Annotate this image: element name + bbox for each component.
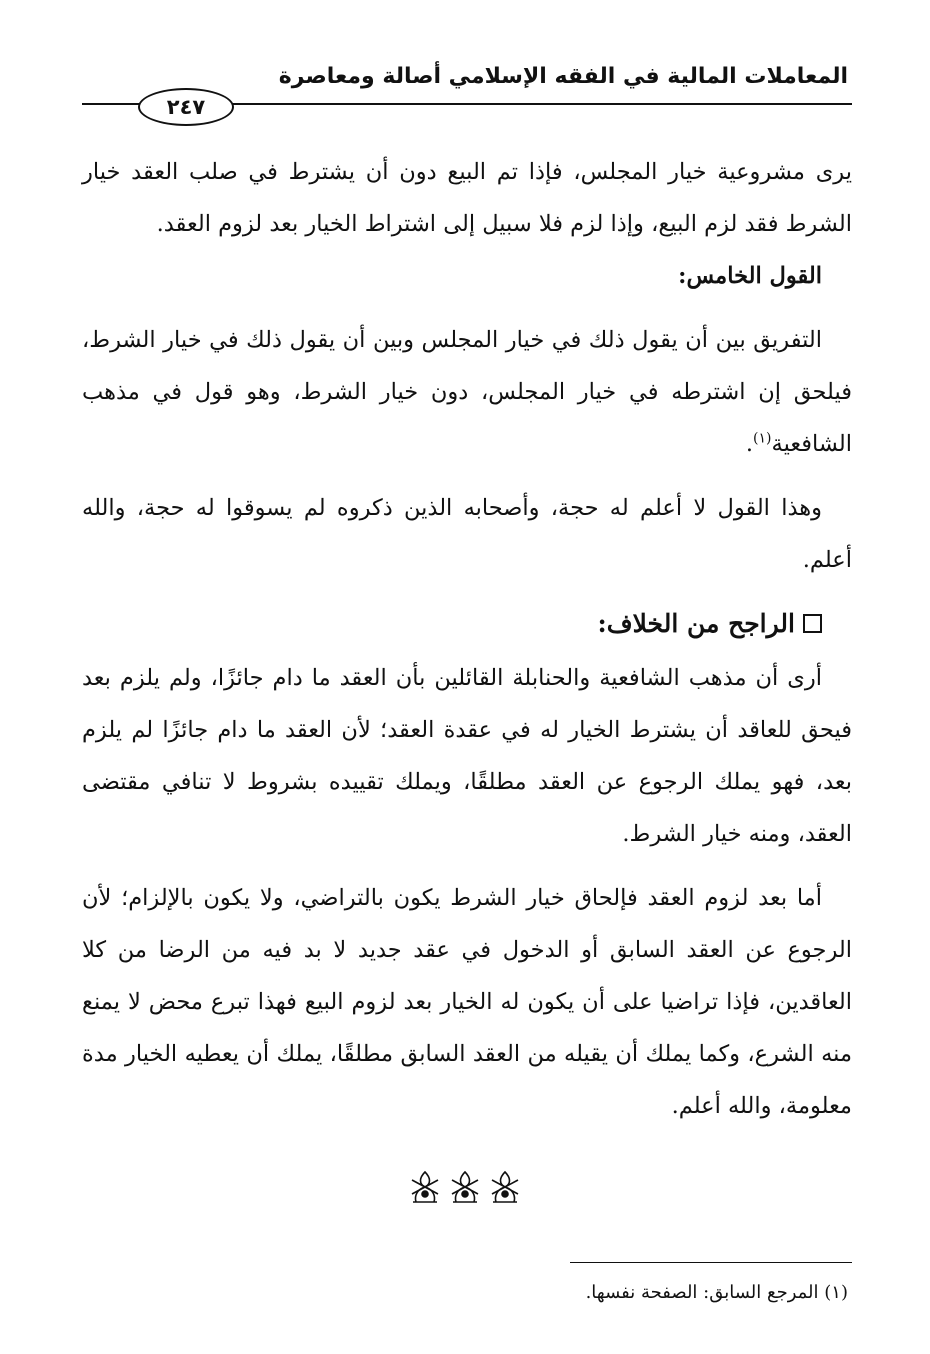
footnote-1 [78,1278,848,1308]
section-heading-preferred [82,596,852,652]
heading-fifth-opinion: القول الخامس: [678,263,822,289]
paragraph-fifth-opinion [82,314,852,470]
paragraph-no-proof: وهذا القول لا أعلم له حجة، وأصحابه الذين ذكروه لم يسوقوا له حجة، والله أعلم. [82,495,852,573]
ornament-divider [0,1168,930,1208]
paragraph-preferred-view: أرى أن مذهب الشافعية والحنابلة القائلين بأن العقد ما دام جائزًا، ولم يلزم بعد فيحق للعاقد أن يشترط الخيار له في عقدة العقد؛ لأن العقد ما دام جائزًا لم يلزم بعد، فهو يملك الرجوع عن العقد مطلقًا، ويملك تقييده بشروط لا تنافي مقتضى العقد، ومنه خيار الشرط. [82,665,852,847]
page-number: ٢٤٧ [138,88,234,126]
paragraph-intro: يرى مشروعية خيار المجلس، فإذا تم البيع دون أن يشترط في صلب العقد خيار الشرط فقد لزم البيع، وإذا لزم فلا سبيل إلى اشتراط الخيار بعد لزوم العقد. [82,159,852,237]
footnote-marker: (١) [824,1282,848,1303]
square-bullet-icon [803,614,822,633]
footnote-rule [570,1262,852,1263]
paragraph-fifth-opinion-end: . [745,431,754,457]
running-header-title: المعاملات المالية في الفقه الإسلامي أصالة ومعاصرة [278,64,848,89]
section-heading-text: الراجح من الخلاف: [597,609,795,638]
paragraph-after-binding: أما بعد لزوم العقد فإلحاق خيار الشرط يكون بالتراضي، ولا يكون بالإلزام؛ لأن الرجوع عن العقد السابق أو الدخول في عقد جديد لا بد فيه من الرضا من كلا العاقدين، فإذا تراضيا على أن يكون له الخيار بعد لزوم البيع فهذا تبرع محض لا يمنع منه الشرع، وكما يملك أن يقيله من العقد السابق مطلقًا، يملك أن يعطيه الخيار مدة معلومة، والله أعلم. [82,885,852,1119]
main-text [82,146,852,1132]
paragraph-fifth-opinion-text: التفريق بين أن يقول ذلك في خيار المجلس وبين أن يقول ذلك في خيار الشرط، فيلحق إن اشترطه في خيار المجلس، دون خيار الشرط، وهو قول في مذهب الشافعية [82,327,852,457]
footnote-text: المرجع السابق: الصفحة نفسها. [585,1282,819,1303]
floral-ornament-icon [406,1168,524,1204]
footnote-reference: (١) [753,430,772,447]
